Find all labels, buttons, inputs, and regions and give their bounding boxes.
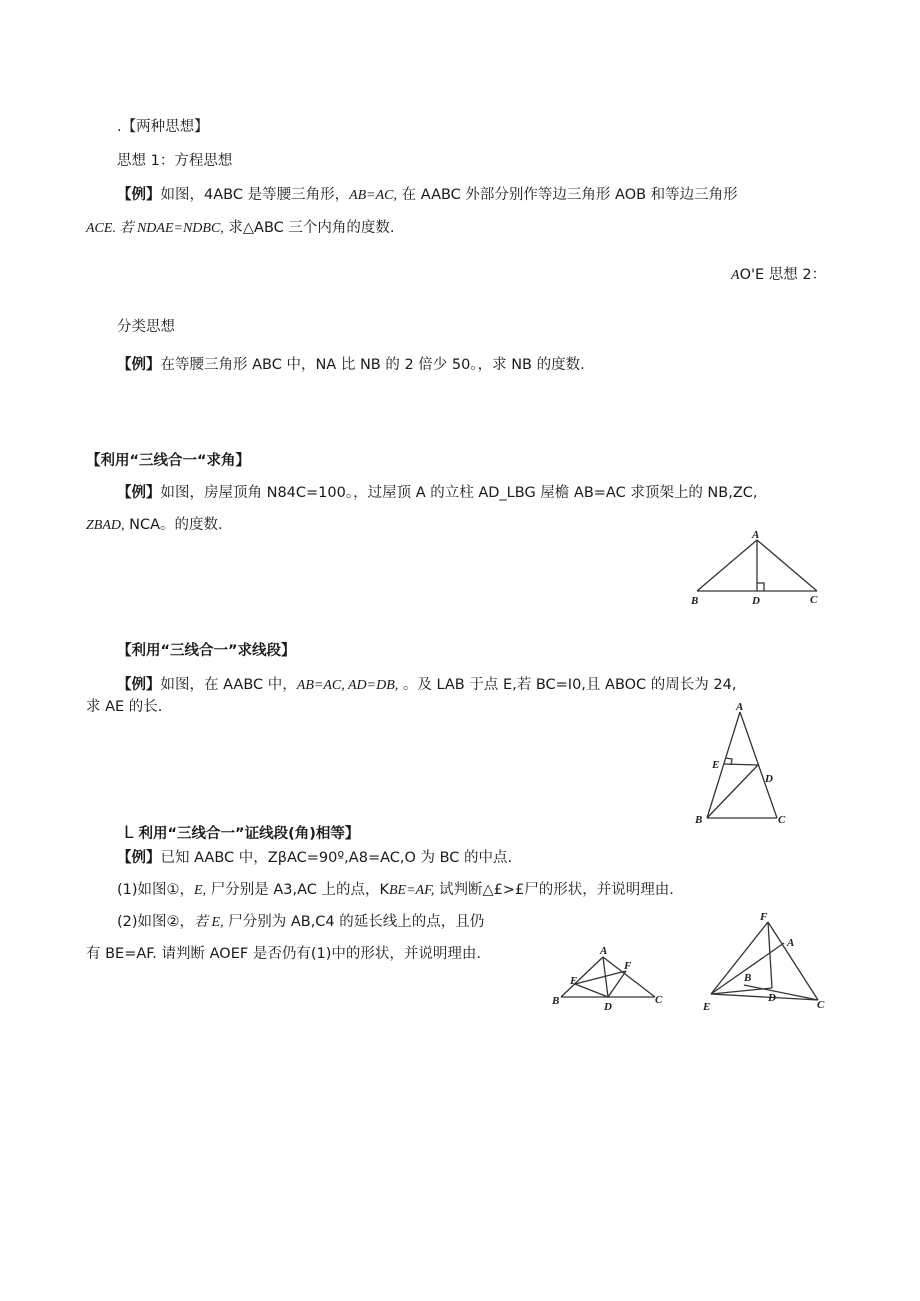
example-4-line-2: 求 AE 的长. <box>86 699 163 715</box>
figure-2-triangle <box>700 908 830 1013</box>
section-heading-prove-equal: L 利用“三线合一”证线段(角)相等】 <box>124 823 360 843</box>
example-tag: 【例】 <box>117 187 161 203</box>
label-b: B <box>744 972 752 984</box>
example-2-line: 【例】在等腰三角形 ABC 中，NA 比 NB 的 2 倍少 50。，求 NB 的度数. <box>117 357 585 373</box>
label-e: E <box>703 1001 711 1013</box>
example-5-question-1: (1)如图①，E, 尸分别是 A3,AC 上的点，KBE=AF, 试判断△£>£尸的形状，并说明理由. <box>117 882 674 898</box>
example-5-question-2-line-1: (2)如图②，若 E, 尸分别为 AB,C4 的延长线上的点，且仍 <box>117 914 485 930</box>
label-b: B <box>691 595 699 607</box>
label-f: F <box>624 960 632 972</box>
example-4-line-1: 【例】如图，在 AABC 中，AB=AC, AD=DB, 。及 LAB 于点 E,若 BC=I0,且 ABOC 的周长为 24, <box>117 677 737 693</box>
segment-fd <box>768 922 772 988</box>
heading-mark: L <box>124 823 134 843</box>
section-heading-two-ideas: .【两种思想】 <box>117 119 209 135</box>
edge-ab <box>561 957 603 997</box>
label-a: A <box>752 529 760 541</box>
example-5-line-1: 【例】已知 AABC 中，ZβAC=90º,A8=AC,O 为 BC 的中点. <box>117 850 513 866</box>
segment-ed <box>575 984 608 997</box>
idea-1-title: 思想 1：方程思想 <box>117 153 233 169</box>
idea-2-subtitle: 分类思想 <box>117 319 175 335</box>
roof-triangle-figure <box>688 528 823 608</box>
label-b: B <box>552 995 560 1007</box>
right-angle-mark <box>757 583 764 591</box>
figure-1-triangle <box>548 940 673 1015</box>
label-c: C <box>817 999 825 1011</box>
example-tag: 【例】 <box>117 485 161 501</box>
edge-ab <box>697 540 757 591</box>
example-5-question-2-line-2: 有 BE=AF. 请判断 AOEF 是否仍有(1)中的形状，并说明理由. <box>86 946 481 962</box>
label-e: E <box>570 975 578 987</box>
label-d: D <box>604 1001 612 1013</box>
section-heading-find-segment: 【利用“三线合一”求线段】 <box>117 643 296 659</box>
example-tag: 【例】 <box>117 850 161 866</box>
label-a: A <box>787 937 795 949</box>
edge-fe <box>711 922 768 994</box>
label-c: C <box>655 994 663 1006</box>
example-1-line-1: 【例】如图，4ABC 是等腰三角形，AB=AC, 在 AABC 外部分别作等边三角形 AOB 和等边三角形 <box>117 187 738 203</box>
section-heading-find-angle: 【利用“三线合一“求角】 <box>86 453 251 469</box>
label-d: D <box>765 773 773 785</box>
example-tag: 【例】 <box>117 357 161 373</box>
isosceles-triangle-figure <box>690 700 800 830</box>
label-f: F <box>760 911 768 923</box>
example-1-line-2: ACE. 若 NDAE=NDBC, 求△ABC 三个内角的度数. <box>86 220 395 236</box>
label-e: E <box>712 759 720 771</box>
example-3-line-2: ZBAD, NCA。的度数. <box>86 517 223 533</box>
label-a: A <box>736 701 744 713</box>
label-a: A <box>600 945 608 957</box>
edge-fc <box>768 922 818 1000</box>
edge-ac <box>757 540 817 591</box>
label-d: D <box>752 595 760 607</box>
example-tag: 【例】 <box>117 677 161 693</box>
example-3-line-1: 【例】如图，房屋顶角 N84C=100。，过屋顶 A 的立柱 AD_LBG 屋檐 AB=AC 求顶架上的 NB,ZC, <box>117 485 758 501</box>
idea-2-title: AO'E 思想 2： <box>731 267 827 283</box>
label-c: C <box>810 594 818 606</box>
label-c: C <box>778 814 786 826</box>
segment-de <box>724 764 758 765</box>
label-b: B <box>695 814 703 826</box>
label-d: D <box>768 992 776 1004</box>
